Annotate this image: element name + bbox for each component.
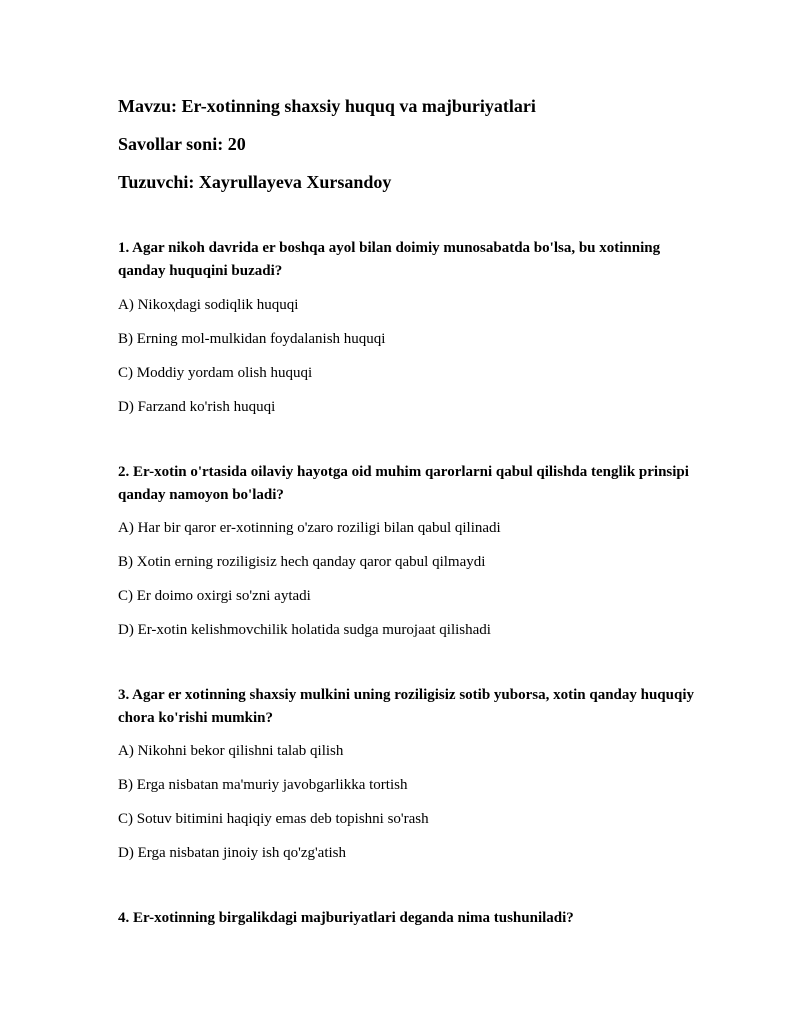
question-4 [118, 907, 698, 930]
question-3 [118, 684, 698, 861]
answer-option-a: A) Har bir qaror er-xotinning o'zaro roziligi bilan qabul qilinadi [118, 520, 501, 536]
answer-option-a: A) Nikohni bekor qilishni talab qilish [118, 743, 344, 759]
answer-option-b: B) Xotin erning roziligisiz hech qanday qaror qabul qilmaydi [118, 554, 486, 570]
question-text: 4. Er-xotinning birgalikdagi majburiyatlari deganda nima tushuniladi? [118, 910, 574, 926]
question-1 [118, 237, 698, 415]
question-2 [118, 461, 698, 638]
topic-heading: Mavzu: Er-xotinning shaxsiy huquq va majburiyatlari [118, 96, 536, 116]
answer-option-c: C) Moddiy yordam olish huquqi [118, 365, 313, 381]
answer-option-b: B) Erning mol-mulkidan foydalanish huquqi [118, 331, 386, 347]
question-count-heading: Savollar soni: 20 [118, 134, 246, 154]
author-heading: Tuzuvchi: Xayrullayeva Xursandoy [118, 172, 392, 192]
answer-option-b: B) Erga nisbatan ma'muriy javobgarlikka tortish [118, 777, 408, 793]
question-text: 2. Er-xotin o'rtasida oilaviy hayotga oid muhim qarorlarni qabul qilishda tenglik prinsipi qanday namoyon bo'ladi? [118, 464, 689, 503]
question-text: 3. Agar er xotinning shaxsiy mulkini uning roziligisiz sotib yuborsa, xotin qanday huquqiy chora ko'rishi mumkin? [118, 687, 695, 726]
answer-option-d: D) Farzand ko'rish huquqi [118, 399, 276, 415]
answer-option-c: C) Er doimo oxirgi so'zni aytadi [118, 588, 311, 604]
answer-option-d: D) Er-xotin kelishmovchilik holatida sudga murojaat qilishadi [118, 622, 491, 638]
answer-option-c: C) Sotuv bitimini haqiqiy emas deb topishni so'rash [118, 811, 429, 827]
answer-option-d: D) Erga nisbatan jinoiy ish qo'zg'atish [118, 845, 347, 861]
question-text: 1. Agar nikoh davrida er boshqa ayol bilan doimiy munosabatda bo'lsa, bu xotinning qanday huquqini buzadi? [118, 240, 661, 279]
answer-option-a: A) Nikoҳdagi sodiqlik huquqi [118, 297, 299, 313]
